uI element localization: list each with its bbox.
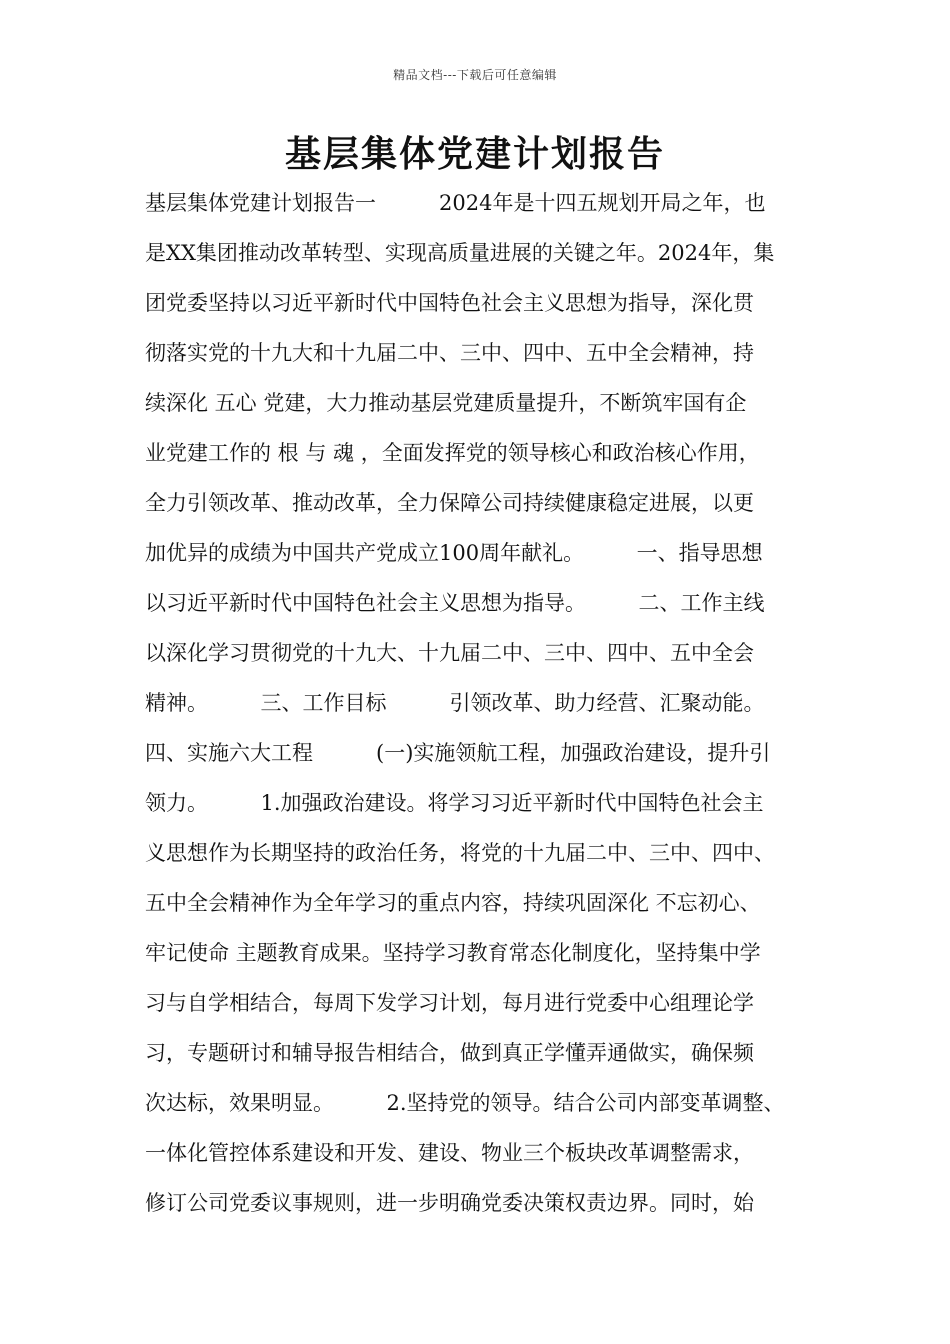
body-line: 领力。 1.加强政治建设。将学习习近平新时代中国特色社会主 bbox=[145, 791, 764, 815]
body-line: 精神。 三、工作目标 引领改革、助力经营、汇聚动能。 bbox=[145, 691, 765, 715]
body-line: 是XX集团推动改革转型、实现高质量进展的关键之年。2024年，集 bbox=[145, 241, 775, 265]
body-line: 修订公司党委议事规则，进一步明确党委决策权责边界。同时，始 bbox=[145, 1191, 754, 1215]
body-line: 四、实施六大工程 (一)实施领航工程，加强政治建设，提升引 bbox=[145, 741, 771, 765]
body-line: 一体化管控体系建设和开发、建设、物业三个板块改革调整需求， bbox=[145, 1141, 754, 1165]
body-line: 牢记使命 主题教育成果。坚持学习教育常态化制度化，坚持集中学 bbox=[145, 941, 761, 965]
body-line: 基层集体党建计划报告一 2024年是十四五规划开局之年，也 bbox=[145, 191, 766, 215]
body-line: 彻落实党的十九大和十九届二中、三中、四中、五中全会精神，持 bbox=[145, 341, 754, 365]
page-header: 精品文档---下载后可任意编辑 bbox=[393, 68, 557, 82]
body-line: 加优异的成绩为中国共产党成立100周年献礼。 一、指导思想 bbox=[145, 541, 763, 565]
body-line: 全力引领改革、推动改革，全力保障公司持续健康稳定进展，以更 bbox=[145, 491, 754, 515]
body-line: 义思想作为长期坚持的政治任务，将党的十九届二中、三中、四中、 bbox=[145, 841, 775, 865]
body-line: 以深化学习贯彻党的十九大、十九届二中、三中、四中、五中全会 bbox=[145, 641, 754, 665]
body-line: 习，专题研讨和辅导报告相结合，做到真正学懂弄通做实，确保频 bbox=[145, 1041, 754, 1065]
body-line: 次达标，效果明显。 2.坚持党的领导。结合公司内部变革调整、 bbox=[145, 1091, 785, 1115]
body-line: 以习近平新时代中国特色社会主义思想为指导。 二、工作主线 bbox=[145, 591, 765, 615]
document-body bbox=[145, 178, 835, 1228]
body-line: 团党委坚持以习近平新时代中国特色社会主义思想为指导，深化贯 bbox=[145, 291, 754, 315]
body-line: 续深化 五心 党建，大力推动基层党建质量提升，不断筑牢国有企 bbox=[145, 391, 747, 415]
body-line: 五中全会精神作为全年学习的重点内容，持续巩固深化 不忘初心、 bbox=[145, 891, 761, 915]
body-line: 业党建工作的 根 与 魂 ，全面发挥党的领导核心和政治核心作用， bbox=[145, 441, 760, 465]
page-title: 基层集体党建计划报告 bbox=[284, 133, 665, 175]
body-line: 习与自学相结合，每周下发学习计划，每月进行党委中心组理论学 bbox=[145, 991, 754, 1015]
